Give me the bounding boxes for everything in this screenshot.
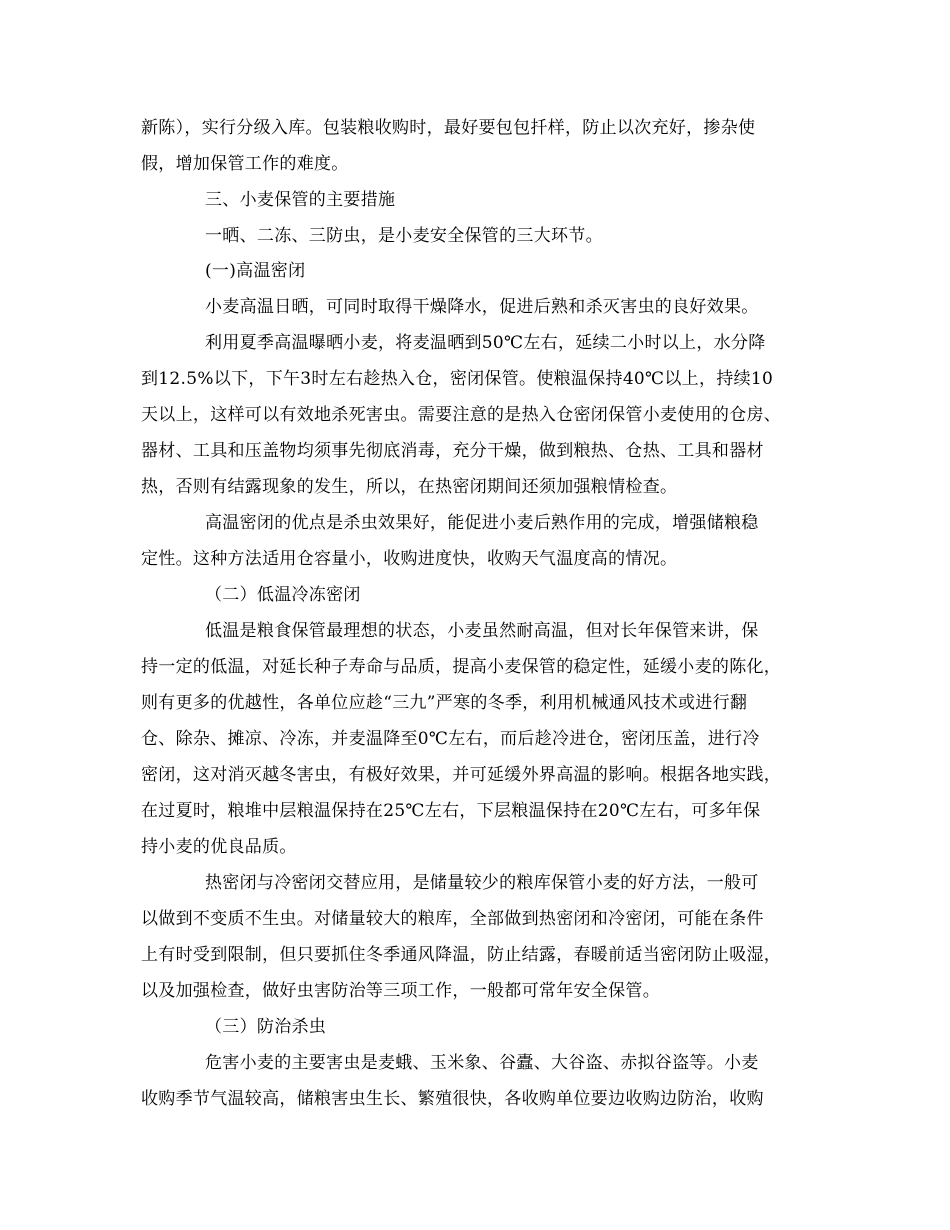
text-line: 假，增加保管工作的难度。 (141, 154, 349, 174)
text-line: 低温是粮食保管最理想的状态，小麦虽然耐高温，但对长年保管来讲，保 (205, 621, 759, 641)
text-line: 上有时受到限制，但只要抓住冬季通风降温，防止结露，春暖前适当密闭防止吸湿， (141, 945, 782, 965)
subsection-heading: (一)高温密闭 (205, 261, 306, 281)
text-line: 新陈），实行分级入库。包装粮收购时，最好要包包扦样，防止以次充好，掺杂使 (141, 118, 756, 138)
text-line: 小麦高温日晒，可同时取得干燥降水，促进后熟和杀灭害虫的良好效果。 (205, 297, 759, 317)
text-line: 收购季节气温较高，储粮害虫生长、繁殖很快，各收购单位要边收购边防治，收购 (141, 1089, 764, 1109)
subsection-heading: （三）防治杀虫 (205, 1017, 327, 1037)
text-line: 定性。这种方法适用仓容量小，收购进度快，收购天气温度高的情况。 (141, 549, 678, 569)
text-line: 天以上，这样可以有效地杀死害虫。需要注意的是热入仓密闭保管小麦使用的仓房、 (141, 405, 782, 425)
text-line: 密闭，这对消灭越冬害虫，有极好效果，并可延缓外界高温的影响。根据各地实践， (141, 765, 782, 785)
text-line: 危害小麦的主要害虫是麦蛾、玉米象、谷蠹、大谷盗、赤拟谷盗等。小麦 (205, 1053, 759, 1073)
text-line: 以及加强检查，做好虫害防治等三项工作，一般都可常年安全保管。 (141, 981, 660, 1001)
text-line: 到12.5%以下，下午3时左右趁热入仓，密闭保管。使粮温保持40℃以上，持续10 (141, 369, 774, 389)
text-line: 利用夏季高温曝晒小麦，将麦温晒到50℃左右，延续二小时以上，水分降 (205, 333, 766, 353)
text-line: 热，否则有结露现象的发生，所以，在热密闭期间还须加强粮情检查。 (141, 477, 678, 497)
text-line: 高温密闭的优点是杀虫效果好，能促进小麦后熟作用的完成，增强储粮稳 (205, 513, 759, 533)
text-line: 则有更多的优越性，各单位应趁“三九”严寒的冬季，利用机械通风技术或进行翻 (141, 693, 748, 713)
text-line: 器材、工具和压盖物均须事先彻底消毒，充分干燥，做到粮热、仓热、工具和器材 (141, 441, 764, 461)
text-line: 在过夏时，粮堆中层粮温保持在25℃左右，下层粮温保持在20℃左右，可多年保 (141, 801, 761, 821)
text-line: 仓、除杂、摊凉、冷冻，并麦温降至0℃左右，而后趁冷进仓，密闭压盖，进行冷 (141, 729, 760, 749)
section-heading: 三、小麦保管的主要措施 (205, 190, 396, 210)
subsection-heading: （二）低温冷冻密闭 (205, 585, 361, 605)
text-line: 一晒、二冻、三防虫，是小麦安全保管的三大环节。 (205, 226, 603, 246)
text-line: 持一定的低温，对延长种子寿命与品质，提高小麦保管的稳定性，延缓小麦的陈化， (141, 657, 782, 677)
text-line: 热密闭与冷密闭交替应用，是储量较少的粮库保管小麦的好方法，一般可 (205, 873, 759, 893)
text-line: 持小麦的优良品质。 (141, 837, 297, 857)
text-line: 以做到不变质不生虫。对储量较大的粮库，全部做到热密闭和冷密闭，可能在条件 (141, 909, 764, 929)
